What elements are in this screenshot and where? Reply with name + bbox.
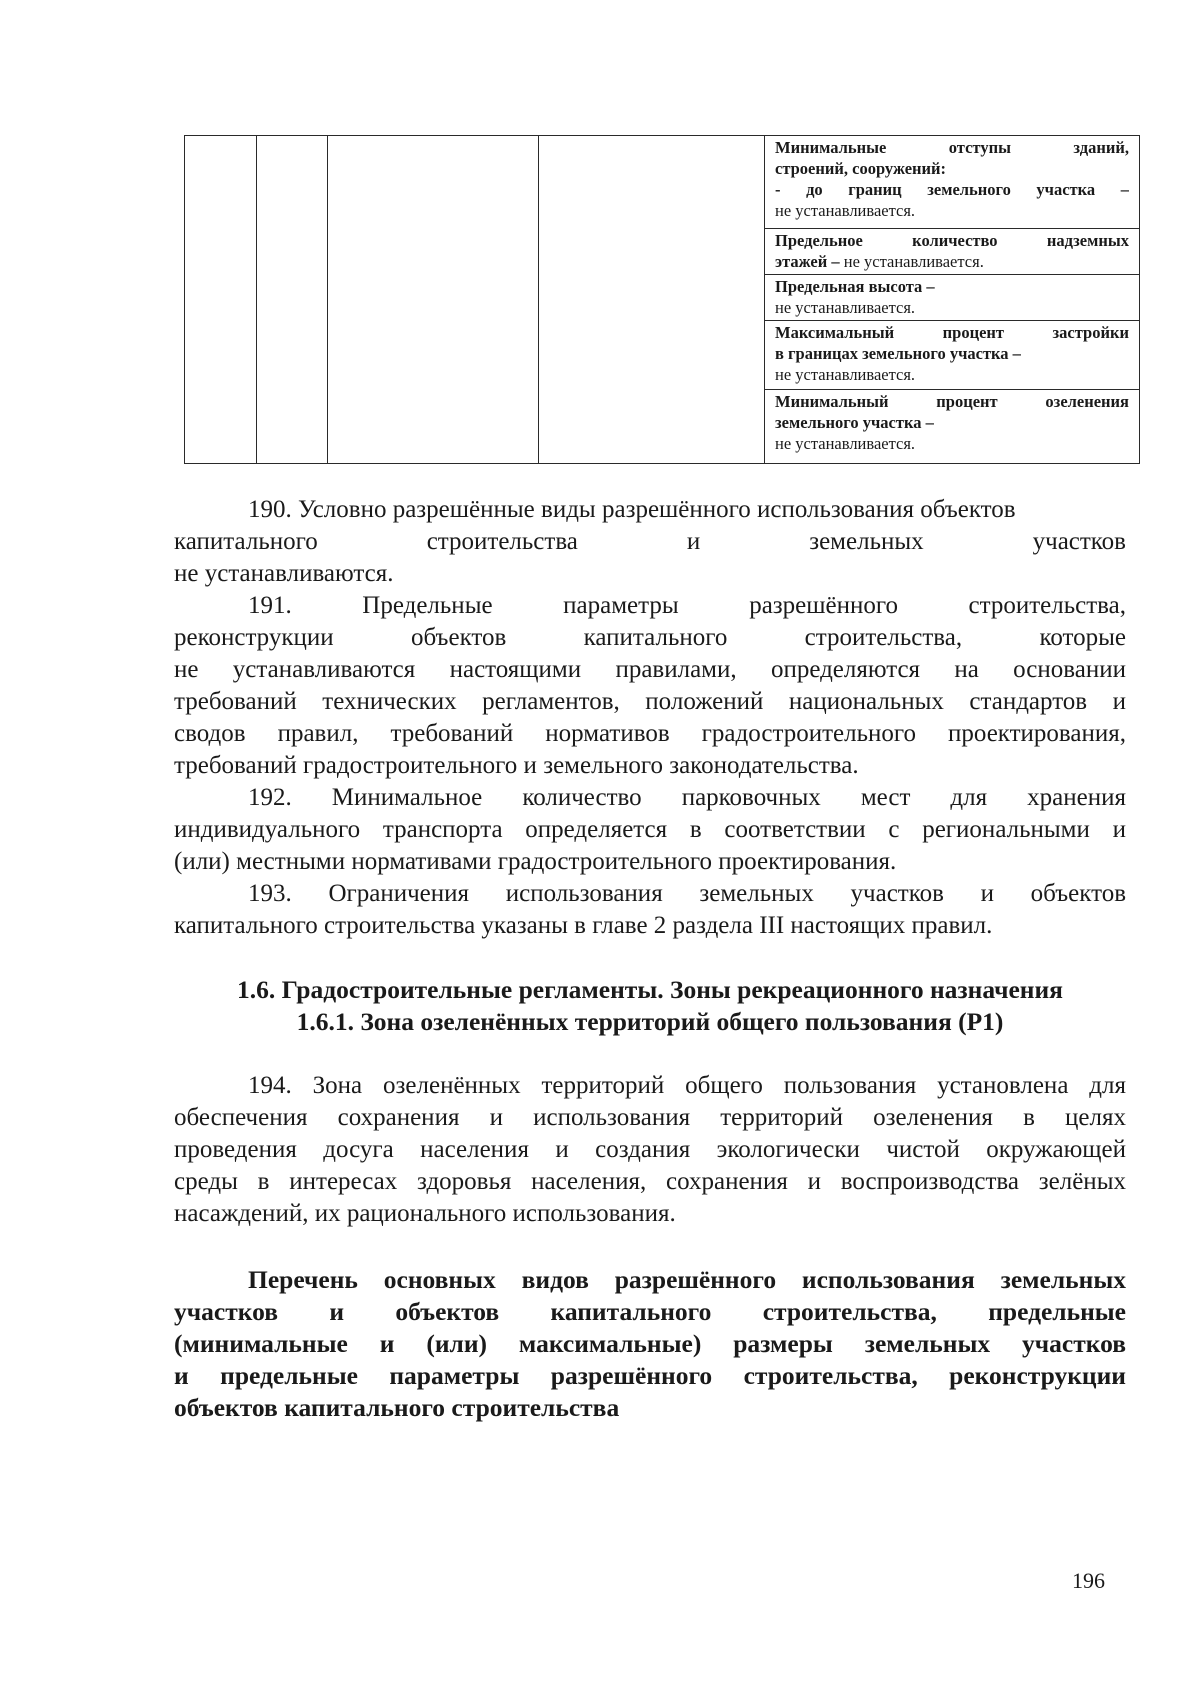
cell-line: Предельная высота –	[775, 277, 935, 296]
table-row	[765, 274, 1139, 320]
cell-line: не устанавливается.	[775, 434, 916, 453]
table-row	[765, 136, 1139, 228]
text-line: (или) местными нормативами градостроительного проектирования.	[174, 848, 897, 875]
text-line: требований технических регламентов, положений национальных стандартов и	[174, 688, 1126, 715]
text-line: индивидуального транспорта определяется в соответствии с региональными и	[174, 816, 1126, 843]
text-line: капитального строительства указаны в главе 2 раздела III настоящих правил.	[174, 912, 993, 939]
cell-line: этажей – не устанавливается.	[775, 252, 984, 271]
text-line: капитального строительства и земельных участков	[174, 528, 1126, 555]
text-line: не устанавливаются настоящими правилами, определяются на основании	[174, 656, 1126, 683]
parameters-column	[765, 136, 1139, 463]
paragraph-193	[174, 878, 1126, 942]
subsection-title: 1.6.1. Зона озеленённых территорий общего пользования (Р1)	[296, 1007, 1004, 1036]
table-row	[765, 389, 1139, 463]
table-row	[765, 320, 1139, 389]
cell-line: земельного участка –	[775, 413, 934, 432]
text-line: среды в интересах здоровья населения, сохранения и воспроизводства зелёных	[174, 1168, 1126, 1195]
paragraph-191	[174, 590, 1126, 782]
paragraph-192	[174, 782, 1126, 878]
section-heading	[174, 974, 1126, 1038]
page-number: 196	[1072, 1568, 1105, 1593]
section-title: 1.6. Градостроительные регламенты. Зоны рекреационного назначения	[237, 975, 1063, 1004]
cell-line: Минимальный процент озеленения	[775, 392, 1129, 411]
table-column-divider	[538, 136, 539, 463]
text-line: участков и объектов капитального строительства, предельные	[174, 1297, 1126, 1326]
paragraph-194	[174, 1070, 1126, 1230]
text-line: 191. Предельные параметры разрешённого строительства,	[248, 592, 1126, 619]
text-line: 194. Зона озеленённых территорий общего пользования установлена для	[248, 1072, 1126, 1099]
cell-line: не устанавливается.	[775, 298, 916, 317]
table-column-divider	[327, 136, 328, 463]
text-line: не устанавливаются.	[174, 560, 394, 587]
list-title	[174, 1264, 1126, 1424]
table-row	[765, 228, 1139, 274]
text-line: 190. Условно разрешённые виды разрешённого использования объектов	[248, 496, 1016, 523]
text-line: обеспечения сохранения и использования территорий озеленения в целях	[174, 1104, 1126, 1131]
cell-line: строений, сооружений:	[775, 159, 947, 178]
text-line: реконструкции объектов капитального строительства, которые	[174, 624, 1126, 651]
text-line: 193. Ограничения использования земельных участков и объектов	[248, 880, 1126, 907]
text-line: 192. Минимальное количество парковочных мест для хранения	[248, 784, 1126, 811]
cell-line: Максимальный процент застройки	[775, 323, 1129, 342]
cell-line: - до границ земельного участка –	[775, 180, 1129, 199]
text-line: сводов правил, требований нормативов градостроительного проектирования,	[174, 720, 1126, 747]
parameters-table	[184, 135, 1140, 464]
text-line: насаждений, их рационального использования.	[174, 1200, 676, 1227]
cell-line: Предельное количество надземных	[775, 231, 1129, 250]
text-line: объектов капитального строительства	[174, 1393, 620, 1422]
cell-line: не устанавливается.	[775, 365, 916, 384]
text-line: и предельные параметры разрешённого строительства, реконструкции	[174, 1361, 1126, 1390]
text-line: требований градостроительного и земельного законодательства.	[174, 752, 859, 779]
text-line: проведения досуга населения и создания экологически чистой окружающей	[174, 1136, 1126, 1163]
table-column-divider	[256, 136, 257, 463]
paragraph-190	[174, 494, 1126, 590]
cell-line: Минимальные отступы зданий,	[775, 138, 1129, 157]
cell-line: не устанавливается.	[775, 201, 916, 220]
cell-line: в границах земельного участка –	[775, 344, 1021, 363]
text-line: Перечень основных видов разрешённого использования земельных	[248, 1265, 1126, 1294]
text-line: (минимальные и (или) максимальные) размеры земельных участков	[174, 1329, 1126, 1358]
